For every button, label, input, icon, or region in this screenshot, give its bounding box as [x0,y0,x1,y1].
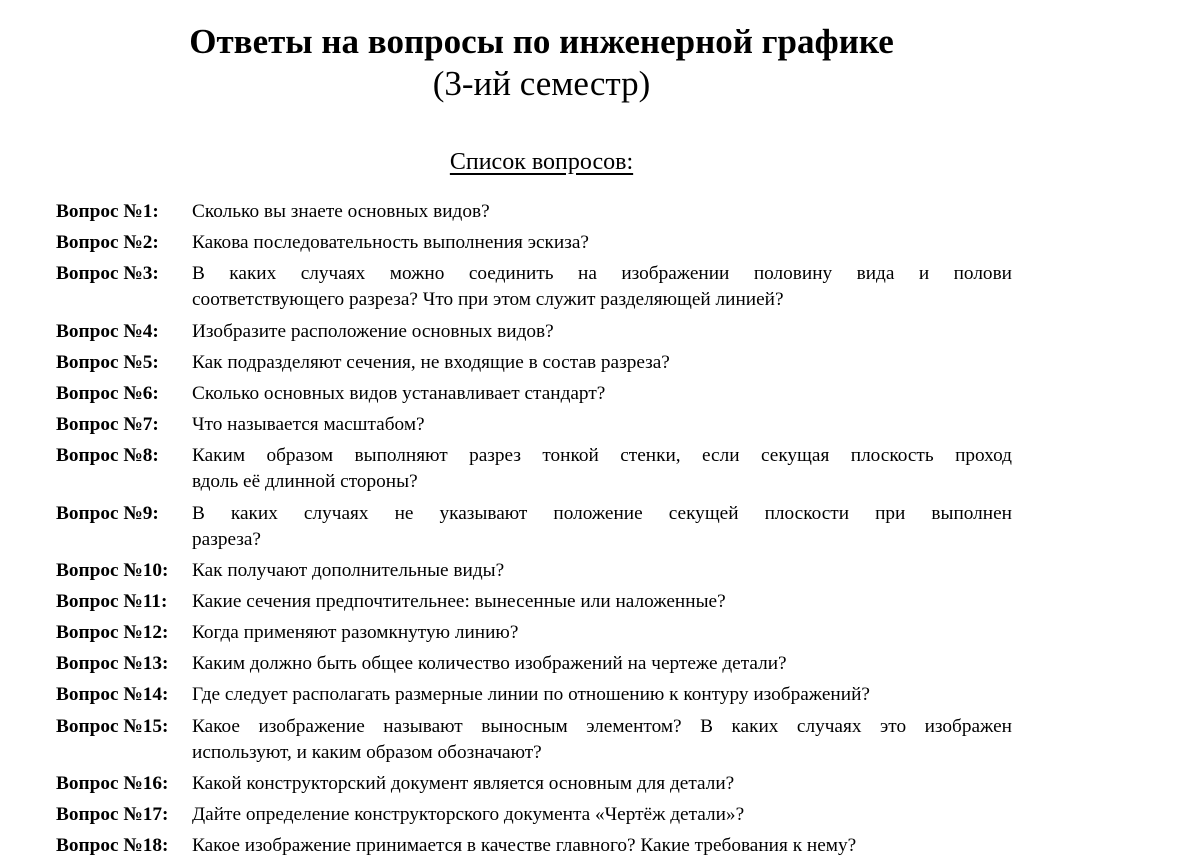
question-list-heading: Список вопросов: [449,149,634,175]
question-label: Вопрос №1: [56,201,159,222]
question-label: Вопрос №5: [56,351,159,373]
question-item [56,261,1056,313]
question-text-line: В каких случаях можно соединить на изображении половину вида и полови [192,263,1012,285]
question-text-line: Какое изображение называют выносным элементом? В каких случаях это изображен [192,715,1012,737]
question-text [192,620,1192,646]
question-text-line: разреза? [192,528,261,550]
question-label: Вопрос №3: [56,263,159,285]
question-text-line: Каким должно быть общее количество изображений на чертеже детали? [192,653,787,675]
question-label: Вопрос №2: [56,232,159,254]
question-item [56,501,1056,553]
question-text-line: Какое изображение принимается в качестве главного? Какие требования к нему? [192,835,857,857]
question-item [56,714,1056,766]
question-item [56,802,1056,828]
question-item [56,589,1056,615]
question-item [56,381,1056,407]
question-item [56,230,1056,256]
question-text-line: Где следует располагать размерные линии по отношению к контуру изображений? [192,684,870,706]
question-label: Вопрос №7: [56,414,159,436]
question-item [56,319,1056,345]
question-text-line: Какой конструкторский документ является основным для детали? [192,772,735,794]
question-text [192,381,1192,407]
question-item [56,199,1056,225]
question-label: Вопрос №11: [56,590,168,612]
question-text [192,230,1192,256]
document-title: Ответы на вопросы по инженерной графике [189,22,894,61]
question-text [192,558,1192,584]
question-text [192,199,1192,225]
question-item [56,350,1056,376]
question-item [56,651,1056,677]
question-label: Вопрос №14: [56,684,169,706]
question-text-line: Как получают дополнительные виды? [192,559,505,581]
question-text-line: Что называется масштабом? [192,414,425,436]
question-label: Вопрос №6: [56,382,159,404]
question-text-line: Когда применяют разомкнутую линию? [192,622,519,644]
question-item [56,771,1056,797]
question-text [192,501,1192,553]
question-text-line: Какова последовательность выполнения эскиза? [192,232,589,254]
question-label: Вопрос №8: [56,445,159,467]
question-label: Вопрос №13: [56,653,169,675]
question-item [56,833,1056,859]
question-text-line: В каких случаях не указывают положение секущей плоскости при выполнен [192,502,1012,524]
question-text [192,714,1192,766]
question-label: Вопрос №9: [56,502,159,524]
question-label: Вопрос №4: [56,320,159,342]
question-text-line: Какие сечения предпочтительнее: вынесенные или наложенные? [192,590,726,612]
question-label: Вопрос №12: [56,622,169,644]
question-text [192,802,1192,828]
question-text [192,443,1192,495]
question-text-line: Изобразите расположение основных видов? [192,320,554,342]
question-text [192,412,1192,438]
question-text [192,350,1192,376]
question-text [192,589,1192,615]
question-text-line: вдоль её длинной стороны? [192,471,418,493]
question-item [56,443,1056,495]
question-label: Вопрос №18: [56,835,169,857]
question-text [192,771,1192,797]
document-subtitle: (3-ий семестр) [432,64,651,103]
question-text [192,261,1192,313]
question-list [56,199,1056,864]
question-text-line: Сколько вы знаете основных видов? [192,201,490,222]
question-label: Вопрос №10: [56,559,169,581]
question-text-line: Дайте определение конструкторского документа «Чертёж детали»? [192,804,745,825]
question-item [56,620,1056,646]
question-label: Вопрос №17: [56,804,169,825]
question-text [192,833,1192,859]
question-text-line: Сколько основных видов устанавливает стандарт? [192,382,606,404]
question-text [192,651,1192,677]
question-text [192,682,1192,708]
question-text [192,319,1192,345]
question-label: Вопрос №16: [56,772,169,794]
question-text-line: Как подразделяют сечения, не входящие в состав разреза? [192,351,670,373]
question-text-line: Каким образом выполняют разрез тонкой стенки, если секущая плоскость проход [192,445,1012,467]
question-item [56,558,1056,584]
question-text-line: соответствующего разреза? Что при этом служит разделяющей линией? [192,289,784,311]
question-item [56,412,1056,438]
question-item [56,682,1056,708]
question-text-line: используют, и каким образом обозначают? [192,741,542,763]
question-label: Вопрос №15: [56,715,169,737]
